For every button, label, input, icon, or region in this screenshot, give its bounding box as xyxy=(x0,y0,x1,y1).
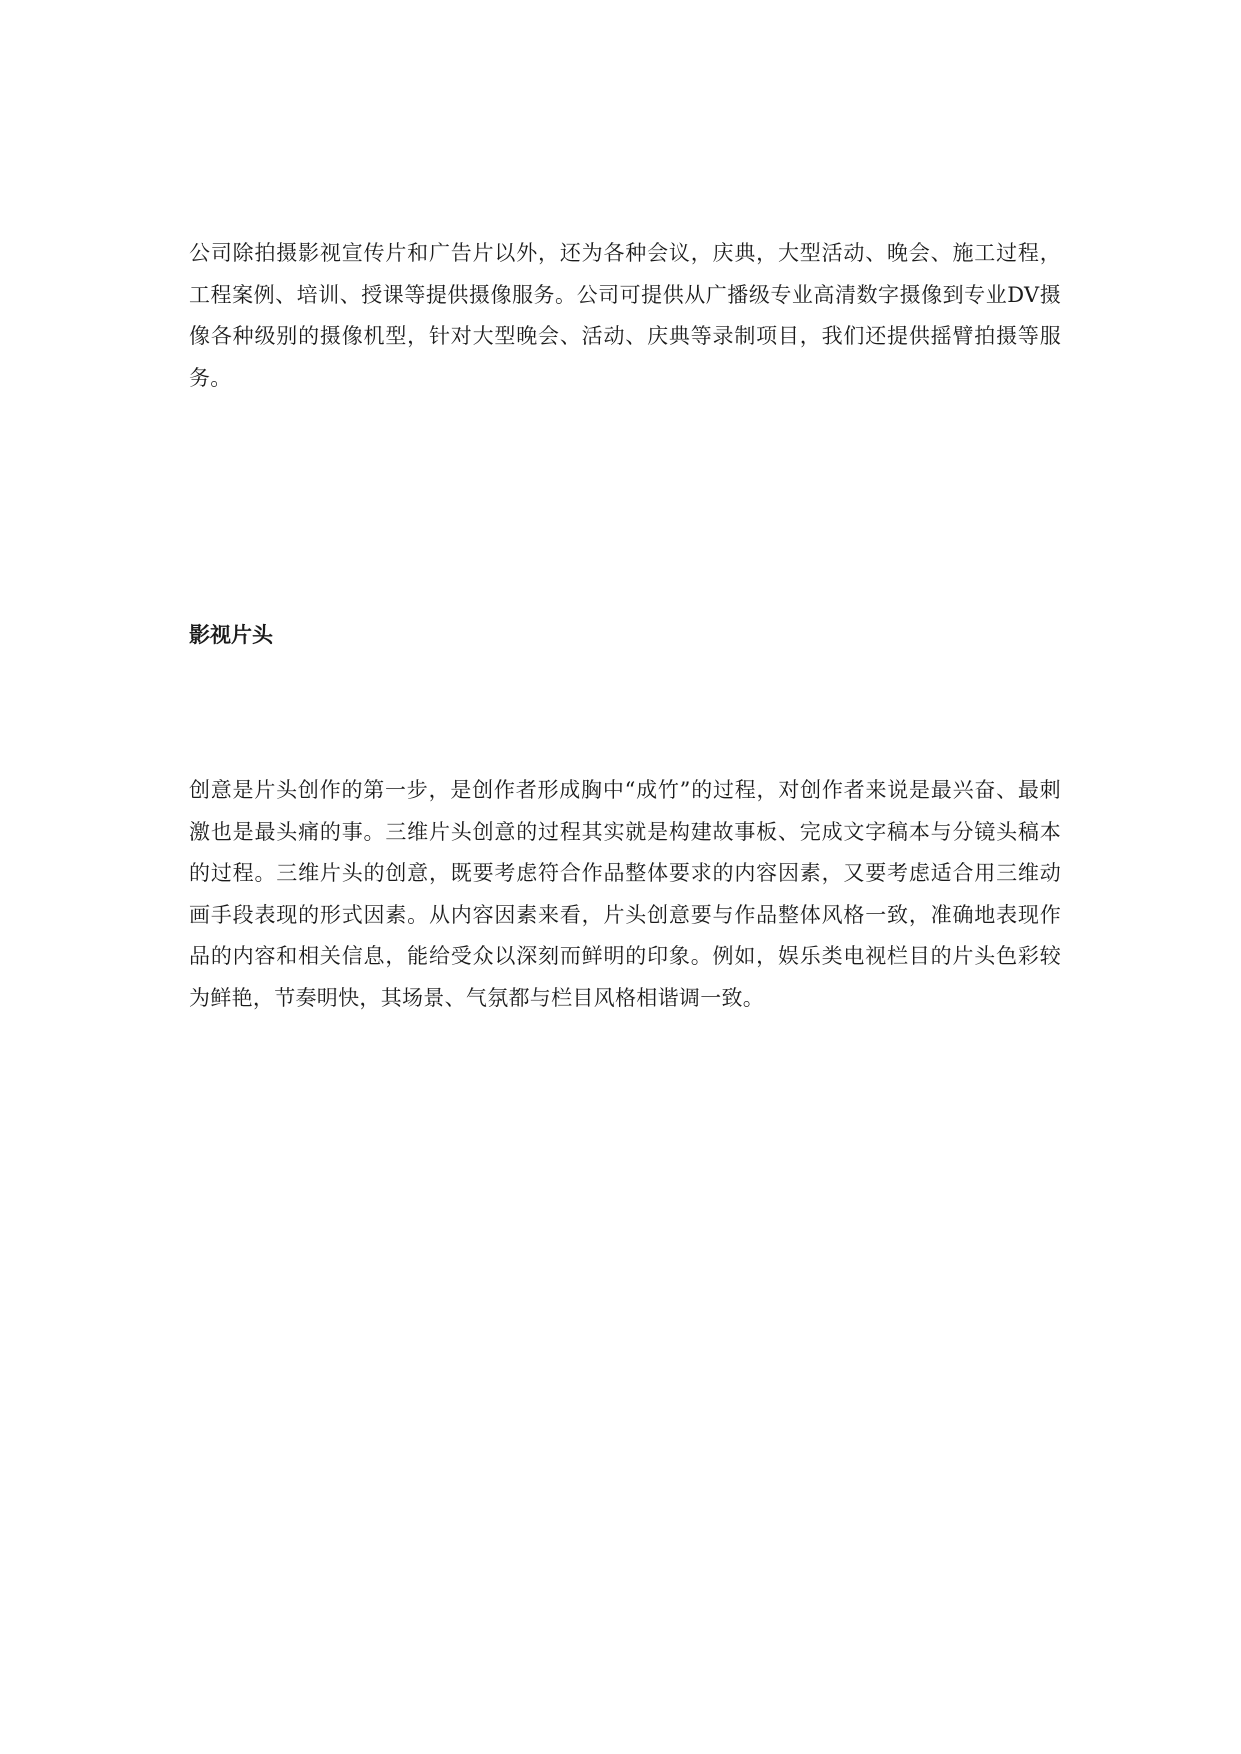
paragraph-camera-services: 公司除拍摄影视宣传片和广告片以外，还为各种会议，庆典，大型活动、晚会、施工过程，工程案例、培训、授课等提供摄像服务。公司可提供从广播级专业高清数字摄像到专业DV摄像各种级别的摄像机型，针对大型晚会、活动、庆典等录制项目，我们还提供摇臂拍摄等服务。 xyxy=(189,241,1061,390)
paragraph-title-sequence: 创意是片头创作的第一步，是创作者形成胸中“成竹”的过程，对创作者来说是最兴奋、最刺激也是最头痛的事。三维片头创意的过程其实就是构建故事板、完成文字稿本与分镜头稿本的过程。三维片头的创意，既要考虑符合作品整体要求的内容因素，又要考虑适合用三维动画手段表现的形式因素。从内容因素来看，片头创意要与作品整体风格一致，准确地表现作品的内容和相关信息，能给受众以深刻而鲜明的印象。例如，娱乐类电视栏目的片头色彩较为鲜艳，节奏明快，其场景、气氛都与栏目风格相谐调一致。 xyxy=(189,778,1061,1010)
section-heading: 影视片头 xyxy=(189,623,273,647)
